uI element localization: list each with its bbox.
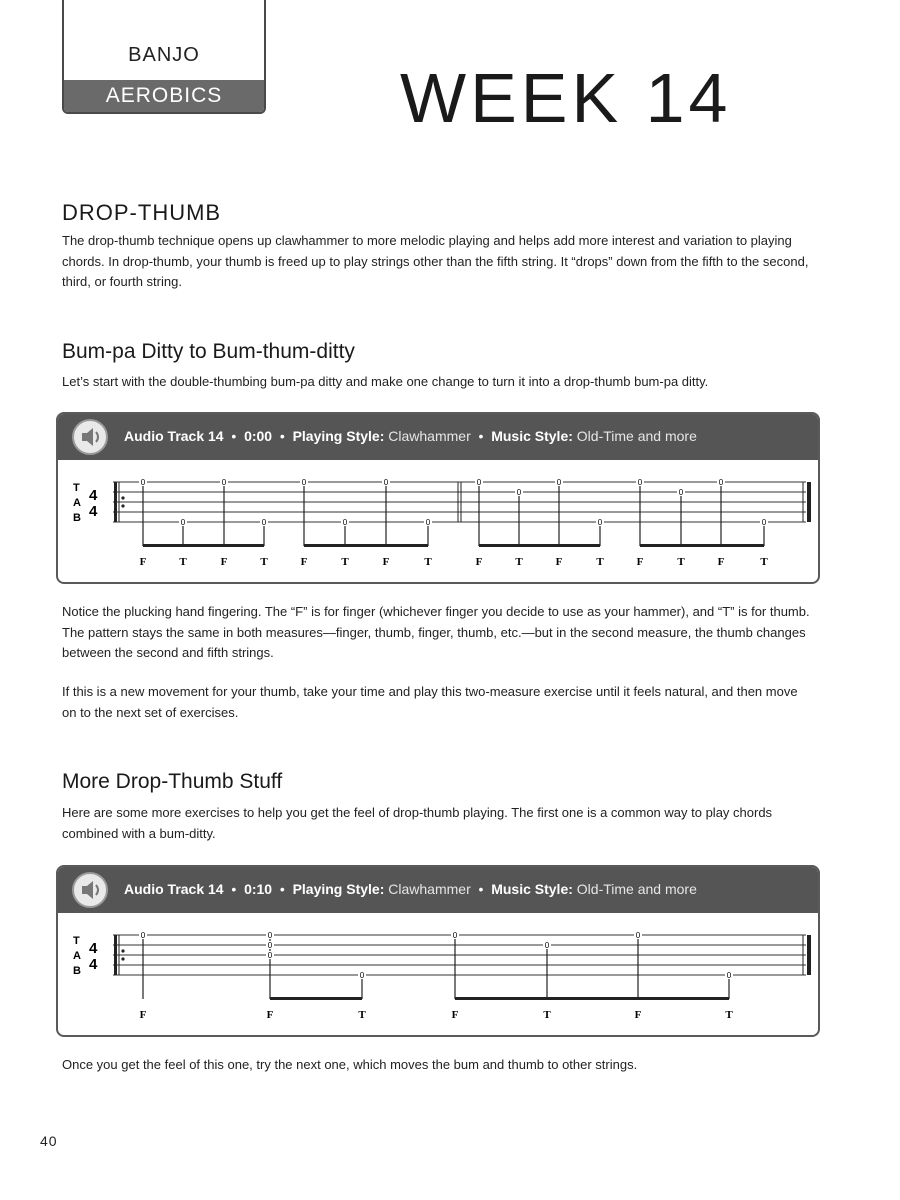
more-drop-thumb-intro: Here are some more exercises to help you get the feel of drop-thumb playing. The first one is a common way to play chords combined with a bum-ditty.	[62, 805, 773, 841]
section-heading-more-drop-thumb: More Drop-Thumb Stuff	[62, 770, 283, 793]
fingering-label: T	[424, 556, 432, 568]
time-sig-top: 4	[89, 940, 98, 957]
playing-style-value: Clawhammer	[388, 428, 471, 444]
track-label: Audio Track 14	[124, 428, 224, 444]
svg-text:0: 0	[516, 488, 522, 497]
week-title: WEEK 14	[400, 59, 732, 137]
speaker-icon[interactable]	[72, 419, 108, 455]
fingering-label: T	[358, 1009, 366, 1021]
fingering-label: F	[555, 556, 563, 568]
svg-text:0: 0	[544, 941, 550, 950]
fingering-label: F	[475, 556, 483, 568]
fingering-label: F	[139, 556, 147, 568]
svg-text:0: 0	[678, 488, 684, 497]
svg-text:0: 0	[301, 478, 307, 487]
svg-text:0: 0	[267, 941, 273, 950]
fingering-label: T	[179, 556, 187, 568]
svg-text:0: 0	[597, 518, 603, 527]
svg-text:0: 0	[718, 478, 724, 487]
tab-staff-1	[58, 460, 818, 580]
fingering-label: F	[717, 556, 725, 568]
audio-track-bar	[58, 414, 818, 460]
fingering-label: F	[139, 1009, 147, 1021]
section-heading-drop-thumb: DROP-THUMB	[62, 200, 222, 225]
fingering-label: F	[636, 556, 644, 568]
svg-text:0: 0	[726, 971, 732, 980]
svg-text:0: 0	[637, 478, 643, 487]
tab-staff-2	[58, 913, 818, 1033]
fingering-label: T	[515, 556, 523, 568]
track-label: Audio Track 14	[124, 881, 224, 897]
practice-advice: If this is a new movement for your thumb, take your time and play this two-measure exercise until it feels natural, and then move on to the next set of exercises.	[62, 684, 798, 720]
time-sig-bottom: 4	[89, 956, 98, 973]
svg-text:0: 0	[267, 931, 273, 940]
page-number: 40	[40, 1133, 58, 1149]
svg-text:0: 0	[476, 478, 482, 487]
svg-text:0: 0	[359, 971, 365, 980]
section-heading-bum-pa-ditty: Bum-pa Ditty to Bum-thum-ditty	[62, 340, 355, 363]
time-sig-top: 4	[89, 487, 98, 504]
music-style-label: Music Style:	[491, 428, 573, 444]
fingering-label: F	[300, 556, 308, 568]
svg-text:0: 0	[556, 478, 562, 487]
audio-track-bar	[58, 867, 818, 913]
fingering-label: F	[634, 1009, 642, 1021]
playing-style-value: Clawhammer	[388, 881, 471, 897]
fingering-label: F	[266, 1009, 274, 1021]
fingering-label: F	[220, 556, 228, 568]
track-time: 0:00	[244, 428, 273, 444]
fingering-label: T	[341, 556, 349, 568]
audio-track-info: Audio Track 14 • 0:00 • Playing Style: Clawhammer • Music Style: Old-Time and more	[124, 428, 697, 444]
audio-track-panel-1	[56, 412, 820, 584]
music-style-value: Old-Time and more	[576, 428, 697, 444]
tab-clef-b: B	[73, 965, 81, 977]
svg-text:0: 0	[267, 951, 273, 960]
svg-text:0: 0	[342, 518, 348, 527]
drop-thumb-paragraph: The drop-thumb technique opens up clawhammer to more melodic playing and helps add more interest and variation to playing chords. In drop-thumb, your thumb is freed up to play strings other than the fifth string. It “drops” down from the fifth to the second, third, or fourth string.	[62, 233, 809, 289]
audio-track-info: Audio Track 14 • 0:10 • Playing Style: Clawhammer • Music Style: Old-Time and more	[124, 881, 697, 897]
svg-text:0: 0	[261, 518, 267, 527]
fingering-label: T	[725, 1009, 733, 1021]
closing-paragraph: Once you get the feel of this one, try the next one, which moves the bum and thumb to other strings.	[62, 1057, 638, 1072]
tab-clef-a: A	[73, 497, 81, 509]
series-tab	[62, 0, 266, 114]
svg-text:0: 0	[635, 931, 641, 940]
music-style-value: Old-Time and more	[576, 881, 697, 897]
svg-text:0: 0	[761, 518, 767, 527]
track-time: 0:10	[244, 881, 273, 897]
fingering-label: T	[543, 1009, 551, 1021]
svg-text:0: 0	[140, 478, 146, 487]
audio-track-panel-2	[56, 865, 820, 1037]
playing-style-label: Playing Style:	[292, 428, 385, 444]
fingering-label: T	[760, 556, 768, 568]
tab-clef-t: T	[73, 482, 80, 494]
playing-style-label: Playing Style:	[292, 881, 385, 897]
fingering-explanation: Notice the plucking hand fingering. The “F” is for finger (whichever finger you decide to use as your hammer), and “T” is for thumb. The pattern stays the same in both measures—finger, thumb, finger, thumb, etc.—but in the second measure, the thumb changes between the second and fifth strings.	[62, 604, 810, 660]
time-sig-bottom: 4	[89, 503, 98, 520]
fingering-label: F	[382, 556, 390, 568]
tab-clef-b: B	[73, 512, 81, 524]
speaker-icon[interactable]	[72, 872, 108, 908]
fingering-label: F	[451, 1009, 459, 1021]
svg-text:0: 0	[140, 931, 146, 940]
svg-text:0: 0	[221, 478, 227, 487]
music-style-label: Music Style:	[491, 881, 573, 897]
series-title-line1: BANJO	[128, 44, 200, 66]
bum-pa-intro: Let’s start with the double-thumbing bum-pa ditty and make one change to turn it into a drop-thumb bum-pa ditty.	[62, 374, 709, 389]
tab-clef-a: A	[73, 950, 81, 962]
fingering-label: T	[260, 556, 268, 568]
svg-text:0: 0	[180, 518, 186, 527]
tab-clef-t: T	[73, 935, 80, 947]
series-title-line2: AEROBICS	[64, 80, 264, 112]
fingering-label: T	[677, 556, 685, 568]
svg-text:0: 0	[383, 478, 389, 487]
svg-text:0: 0	[452, 931, 458, 940]
fingering-label: T	[596, 556, 604, 568]
svg-text:0: 0	[425, 518, 431, 527]
